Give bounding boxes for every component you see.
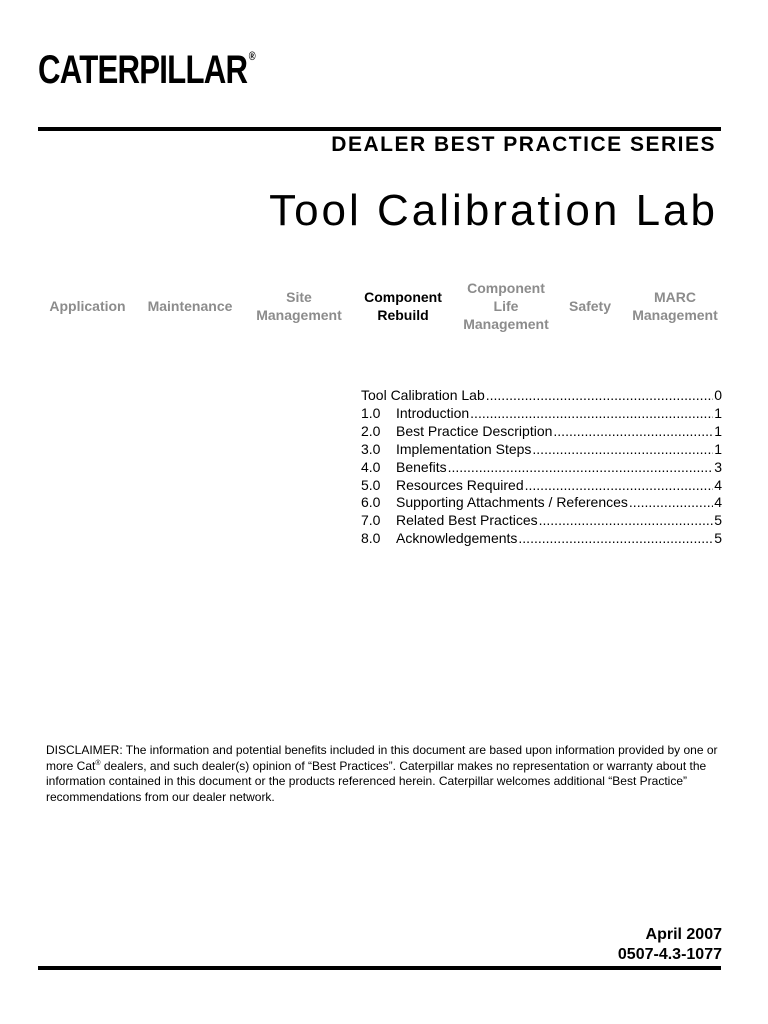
- series-heading: DEALER BEST PRACTICE SERIES: [331, 133, 716, 156]
- toc-title: Benefits: [396, 458, 447, 475]
- toc-title: Related Best Practices: [396, 512, 538, 529]
- category-row: [0, 278, 768, 338]
- top-divider: [38, 127, 721, 131]
- toc-leader: [553, 423, 713, 441]
- toc-page: 3: [714, 458, 722, 475]
- disclaimer: [46, 743, 726, 805]
- toc-row[interactable]: [361, 459, 722, 477]
- toc-title: Supporting Attachments / References: [396, 494, 628, 511]
- toc-row[interactable]: [361, 423, 722, 441]
- toc-page: 5: [714, 512, 722, 529]
- toc-number: 8.0: [361, 530, 381, 547]
- toc-page: 0: [714, 387, 722, 403]
- category-label: MARC Management: [632, 289, 718, 323]
- category-application: [40, 297, 135, 315]
- toc-leader: [525, 477, 714, 495]
- category-marc-management: [622, 288, 728, 324]
- toc-number: 7.0: [361, 512, 381, 529]
- toc-page: 4: [714, 494, 722, 511]
- toc-leader: [629, 494, 713, 512]
- toc-page: 1: [714, 440, 722, 457]
- toc-page: 4: [714, 476, 722, 493]
- toc-number: 1.0: [361, 404, 381, 421]
- category-component-life-management: [455, 279, 557, 333]
- category-label: Site Management: [256, 289, 342, 323]
- toc-leader: [486, 387, 713, 405]
- disclaimer-text-continued: dealers, and such dealer(s) opinion of “Best Practices”. Caterpillar makes no representation or warranty about the information contained in this document or the products referenced herein. Caterpillar welcomes additional “Best Practice” recommendations from our dealer network.: [46, 758, 707, 804]
- document-code: 0507-4.3-1077: [617, 946, 722, 963]
- publication-date: April 2007: [645, 926, 722, 943]
- toc-page: 1: [714, 422, 722, 439]
- toc-title: Resources Required: [396, 476, 524, 493]
- toc-row[interactable]: [361, 477, 722, 495]
- toc-number: 5.0: [361, 476, 381, 493]
- registered-mark: ®: [95, 759, 101, 767]
- toc-page: 1: [714, 404, 722, 421]
- toc-row[interactable]: [361, 512, 722, 530]
- toc-row[interactable]: [361, 494, 722, 512]
- logo-text: CATERPILLAR: [38, 48, 248, 92]
- toc-row[interactable]: [361, 387, 722, 405]
- toc-number: 3.0: [361, 440, 381, 457]
- category-label: Maintenance: [147, 298, 233, 314]
- category-label: Application: [49, 298, 126, 314]
- category-site-management: [248, 288, 350, 324]
- toc-leader: [518, 530, 713, 548]
- toc-title: Best Practice Description: [396, 422, 553, 439]
- toc-row[interactable]: [361, 441, 722, 459]
- toc-title: Implementation Steps: [396, 440, 532, 457]
- category-label: Safety: [568, 298, 612, 314]
- category-label: Component Life Management: [463, 280, 549, 332]
- toc-leader: [470, 405, 713, 423]
- toc-title: Tool Calibration Lab: [361, 387, 485, 403]
- toc-title: Introduction: [396, 404, 470, 421]
- toc-title: Acknowledgements: [396, 530, 518, 547]
- toc-row[interactable]: [361, 405, 722, 423]
- toc-number: 6.0: [361, 494, 381, 511]
- toc-leader: [539, 512, 714, 530]
- disclaimer-text: DISCLAIMER: The information and potential benefits included in this document are based upon information provided by one or more Cat: [46, 743, 718, 773]
- bottom-divider: [38, 966, 721, 970]
- toc-number: 4.0: [361, 458, 381, 475]
- toc-number: 2.0: [361, 422, 381, 439]
- document-title: Tool Calibration Lab: [269, 186, 718, 235]
- toc-leader: [448, 459, 714, 477]
- table-of-contents: [361, 387, 722, 548]
- toc-row[interactable]: [361, 530, 722, 548]
- category-safety: [560, 297, 620, 315]
- category-maintenance: [140, 297, 240, 315]
- category-component-rebuild: [353, 288, 453, 324]
- category-label: Component Rebuild: [364, 289, 442, 323]
- caterpillar-logo: [38, 50, 255, 90]
- toc-page: 5: [714, 530, 722, 547]
- toc-leader: [532, 441, 713, 459]
- registered-mark: ®: [248, 49, 255, 63]
